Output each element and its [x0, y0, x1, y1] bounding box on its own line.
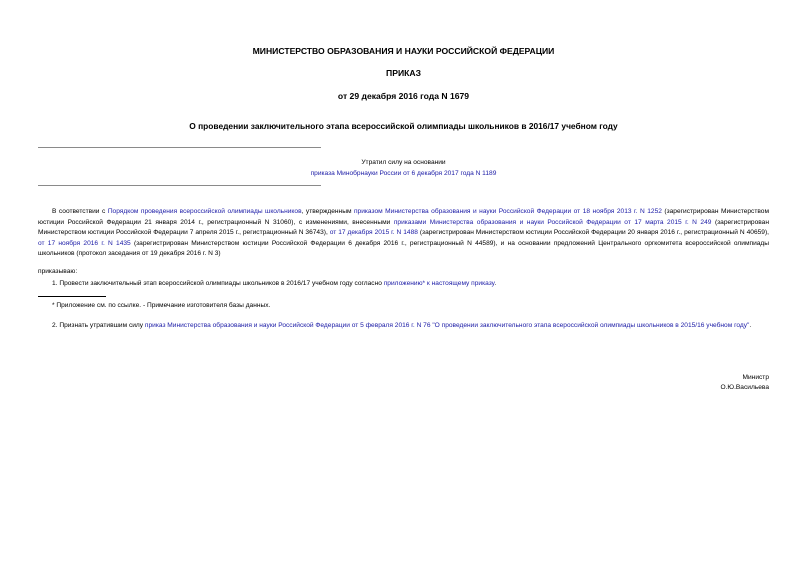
preamble-text-1: В соответствии с: [52, 208, 108, 215]
order-76-link[interactable]: приказ Министерства образования и науки Российской Федерации от 5 февраля 2016 г. N 76 "О проведении заключительного этапа всероссийской олимпиады школьников в 2015/16 учебном году": [144, 322, 750, 329]
date-number-heading: от 29 декабря 2016 года N 1679: [337, 91, 470, 101]
lost-force-link[interactable]: приказа Минобрнауки России от 6 декабря 2017 года N 1189: [310, 170, 497, 177]
ministry-heading: МИНИСТЕРСТВО ОБРАЗОВАНИЯ И НАУКИ РОССИЙСКОЙ ФЕДЕРАЦИИ: [252, 46, 555, 56]
preamble-text-6: (зарегистрирован Министерством юстиции Российской Федерации 6 декабря 2016 г., регистрационный N 44589), и на основании предложений Центрального оргкомитета всероссийской олимпиады школьников (протокол заседания от 19 декабря 2016 г. N 3): [38, 239, 770, 257]
footnote-rule: [38, 296, 106, 297]
preamble-text-2: , утвержденным: [301, 208, 354, 215]
appendix-link[interactable]: приложению* к настоящему приказу: [383, 280, 495, 287]
item-1: [52, 280, 496, 287]
item-1-end: .: [494, 280, 497, 287]
footnote: * Приложение см. по ссылке. - Примечание изготовителя базы данных.: [52, 302, 271, 309]
item-2-end: .: [749, 322, 752, 329]
doc-type-heading: ПРИКАЗ: [386, 68, 421, 78]
signature-position: Министр: [742, 374, 769, 381]
bottom-divider: [38, 185, 321, 186]
order-word: приказываю:: [38, 268, 78, 275]
preamble-paragraph: [38, 207, 769, 260]
top-divider: [38, 147, 321, 148]
preamble-text-3: (зарегистрирован Министерством юстиции Российской Федерации 21 января 2014 г., регистрационный N 31060), с изменениями, внесенными: [38, 208, 770, 226]
document-title: О проведении заключительного этапа всероссийской олимпиады школьников в 2016/17 учебном году: [189, 121, 618, 131]
procedure-link[interactable]: Порядком проведения всероссийской олимпиады школьников: [107, 208, 302, 215]
item-2-text: 2. Признать утратившим силу: [52, 322, 145, 329]
order-1488-link[interactable]: от 17 декабря 2015 г. N 1488: [329, 229, 418, 236]
order-1252-link[interactable]: приказом Министерства образования и науки Российской Федерации от 18 ноября 2013 г. N 1252: [353, 208, 662, 215]
item-2: [38, 321, 769, 332]
lost-force-note: Утратил силу на основании: [361, 159, 446, 166]
signature-name: О.Ю.Васильева: [720, 384, 769, 391]
preamble-text-5: (зарегистрирован Министерством юстиции Российской Федерации 20 января 2016 г., регистрационный N 40659),: [417, 229, 769, 236]
order-1435-link[interactable]: от 17 ноября 2016 г. N 1435: [38, 239, 131, 247]
order-249-link[interactable]: приказами Министерства образования и науки Российской Федерации от 17 марта 2015 г. N 249: [393, 218, 712, 226]
preamble-text-4: (зарегистрирован Министерством юстиции Российской Федерации 7 апреля 2015 г., регистрационный N 36743),: [38, 218, 769, 236]
item-1-text: 1. Провести заключительный этап всероссийской олимпиады школьников в 2016/17 учебном году согласно: [52, 280, 384, 287]
